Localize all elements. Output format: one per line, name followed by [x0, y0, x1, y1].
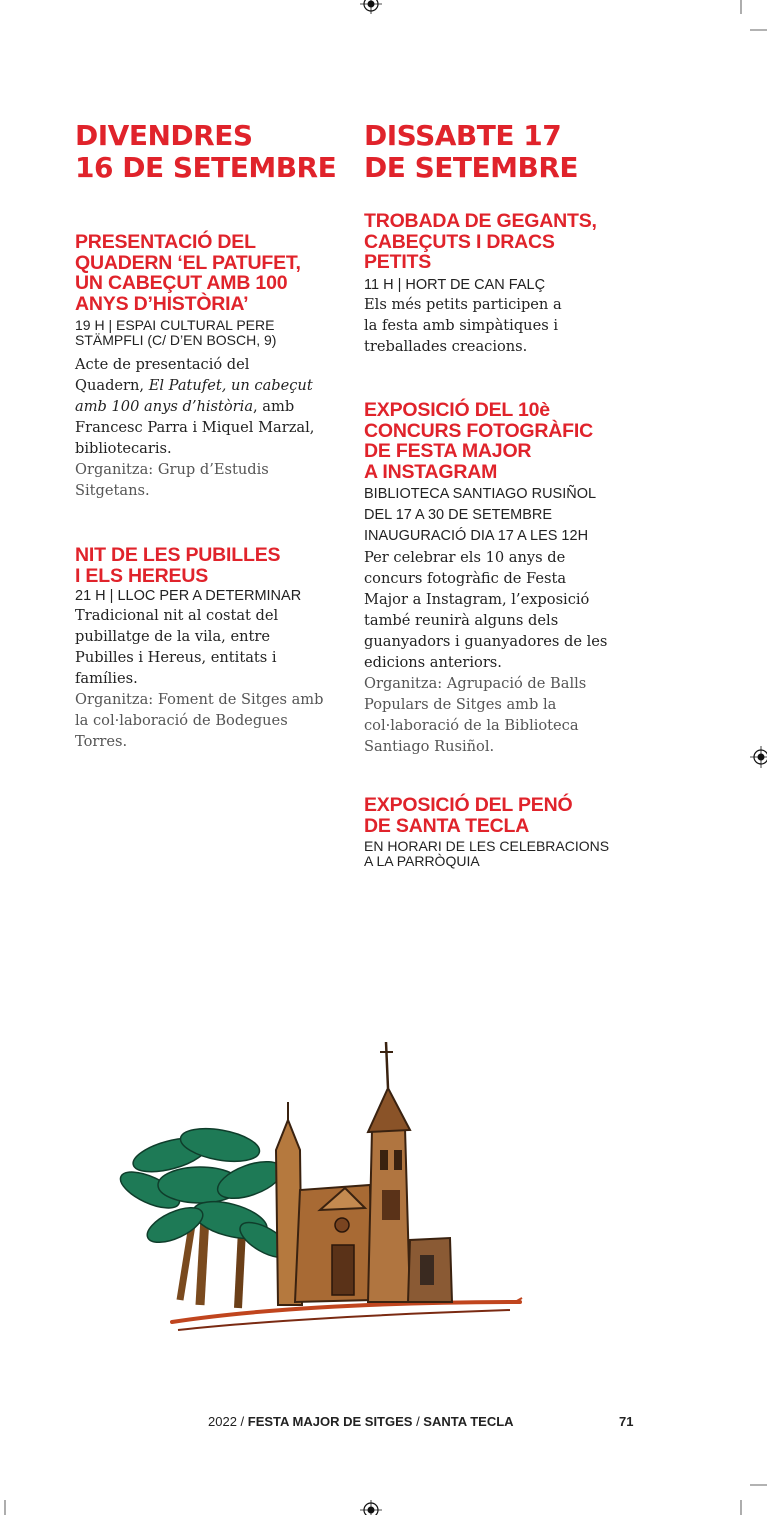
event-title-line: QUADERN ‘EL PATUFET,: [75, 251, 301, 274]
event-description-line: treballades creacions.: [364, 337, 528, 355]
event-exposicio-concurs: [364, 400, 649, 757]
event-organizer-line: Organitza: Foment de Sitges amb: [75, 691, 324, 708]
event-title: [75, 545, 345, 586]
event-organizer-line: la col·laboració de Bodegues: [75, 712, 288, 729]
event-description-line: famílies.: [75, 670, 138, 687]
event-description: [75, 354, 345, 459]
day-title-line: DISSABTE 17: [364, 119, 562, 152]
event-meta: [75, 588, 345, 605]
event-title-line: NIT DE LES PUBILLES: [75, 544, 281, 566]
day-title-line: DE SETEMBRE: [364, 151, 579, 184]
event-meta-line: DEL 17 A 30 DE SETEMBRE: [364, 507, 553, 523]
event-title-line: PRESENTACIÓ DEL: [75, 231, 256, 253]
event-title-line: A INSTAGRAM: [364, 460, 498, 483]
event-title-line: CABEÇUTS I DRACS: [364, 230, 555, 253]
event-description-line: guanyadors i guanyadores de les: [364, 633, 608, 650]
event-meta-line: 19 H | ESPAI CULTURAL PERE: [75, 317, 275, 333]
event-organizer-line: Organitza: Agrupació de Balls: [364, 675, 587, 692]
event-title-line: EXPOSICIÓ DEL PENÓ: [364, 794, 573, 816]
italic-title: El Patufet, un cabeçut: [148, 377, 313, 394]
event-description-line: Francesc Parra i Miquel Marzal,: [75, 419, 315, 436]
event-description-line: [75, 396, 345, 417]
event-title-line: DE SANTA TECLA: [364, 814, 530, 837]
event-organizer-line: Populars de Sitges amb la: [364, 696, 557, 713]
event-organizer-line: Organitza: Grup d’Estudis: [75, 461, 269, 478]
event-description-line: Major a Instagram, l’exposició: [364, 591, 590, 608]
event-trobada-gegants: [364, 211, 649, 357]
event-description-line: edicions anteriors.: [364, 654, 502, 671]
event-title-line: I ELS HEREUS: [75, 564, 209, 587]
event-meta-line: EN HORARI DE LES CELEBRACIONS: [364, 838, 610, 854]
day-title-saturday: [364, 120, 649, 184]
event-title-line: TROBADA DE GEGANTS,: [364, 210, 597, 232]
event-title: [364, 795, 649, 836]
event-title-line: EXPOSICIÓ DEL 10è: [364, 399, 550, 421]
page-number: 71: [619, 1414, 634, 1429]
footer-publication: FESTA MAJOR DE SITGES: [247, 1414, 413, 1429]
event-meta: [364, 484, 649, 547]
event-title: [364, 211, 649, 273]
event-title: [75, 232, 345, 314]
event-organizer: [75, 689, 345, 752]
text-run: , amb: [253, 398, 295, 415]
event-title: [364, 400, 649, 482]
event-organizer-line: Sitgetans.: [75, 482, 150, 499]
event-meta-line: BIBLIOTECA SANTIAGO RUSIÑOL: [364, 486, 597, 502]
event-description-line: Per celebrar els 10 anys de: [364, 549, 566, 566]
italic-title: amb 100 anys d’història: [75, 398, 254, 415]
event-meta-line: A LA PARRÒQUIA: [364, 853, 480, 869]
footer-section: SANTA TECLA: [423, 1414, 514, 1429]
event-exposicio-peno: [364, 795, 649, 869]
left-column: [75, 119, 345, 750]
event-description-line: també reunirà alguns dels: [364, 612, 559, 629]
event-description-line: pubillatge de la vila, entre: [75, 628, 270, 645]
event-meta-line: STÄMPFLI (C/ D’EN BOSCH, 9): [75, 332, 277, 348]
event-meta: [364, 277, 649, 294]
event-organizer-line: Torres.: [75, 733, 128, 750]
event-meta: [75, 318, 345, 348]
event-description: [364, 547, 649, 673]
event-organizer: [364, 673, 649, 757]
event-description-line: Els més petits participen a: [364, 295, 562, 313]
event-description: [75, 605, 345, 689]
page-footer: [208, 1414, 638, 1429]
event-title-line: PETITS: [364, 251, 432, 273]
right-column: [364, 119, 649, 869]
event-presentacio-quadern: [75, 232, 345, 501]
event-organizer-line: col·laboració de la Biblioteca: [364, 717, 579, 734]
event-meta-line: 21 H | LLOC PER A DETERMINAR: [75, 588, 302, 604]
event-description-line: Pubilles i Hereus, entitats i: [75, 649, 277, 666]
event-nit-pubilles: [75, 545, 345, 752]
event-meta-line: INAUGURACIÓ DIA 17 A LES 12H: [364, 528, 589, 544]
day-title-friday: [75, 120, 345, 184]
event-title-line: ANYS D’HISTÒRIA’: [75, 292, 249, 315]
event-meta: [364, 839, 649, 869]
event-title-line: UN CABEÇUT AMB 100: [75, 272, 288, 294]
event-organizer: [75, 459, 345, 501]
event-description: [364, 294, 649, 357]
event-description-line: bibliotecaris.: [75, 440, 172, 457]
event-description-line: Tradicional nit al costat del: [75, 607, 279, 624]
event-title-line: CONCURS FOTOGRÀFIC: [364, 419, 593, 442]
day-title-line: DIVENDRES: [75, 119, 253, 152]
footer-text: 2022 /: [208, 1414, 248, 1429]
event-description-line: concurs fotogràfic de Festa: [364, 570, 567, 587]
event-description-line: [75, 375, 345, 396]
event-meta-line: 11 H | HORT DE CAN FALÇ: [364, 276, 546, 293]
text-run: Quadern,: [75, 377, 149, 394]
event-description-line: la festa amb simpàtiques i: [364, 316, 559, 334]
day-title-line: 16 DE SETEMBRE: [75, 151, 337, 184]
event-description-line: Acte de presentació del: [75, 356, 250, 373]
church-illustration: [110, 1040, 530, 1340]
footer-text: /: [412, 1414, 424, 1429]
event-title-line: DE FESTA MAJOR: [364, 440, 532, 462]
event-organizer-line: Santiago Rusiñol.: [364, 738, 495, 755]
